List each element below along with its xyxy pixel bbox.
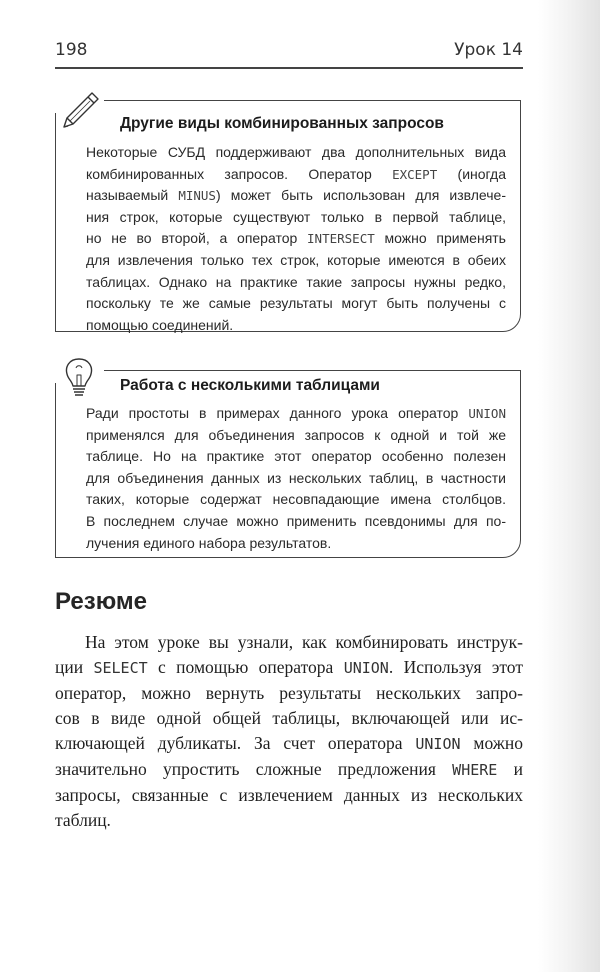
- text-run: помощью соединений.: [86, 316, 234, 333]
- chapter-label: Урок 14: [454, 40, 523, 60]
- text-run: можно: [460, 733, 523, 753]
- text-run: таблице. Но на практике этот оператор особенно полезен: [86, 448, 506, 465]
- text-line: [86, 293, 506, 315]
- text-run: ключающей дубликаты. За счет оператора: [55, 733, 416, 753]
- note-title: Работа с несколькими таблицами: [120, 377, 380, 394]
- text-line: [86, 228, 506, 250]
- text-line: [86, 446, 506, 468]
- text-line: [55, 655, 523, 681]
- text-line: [86, 185, 506, 207]
- text-run: можно применять: [374, 230, 506, 247]
- text-line: [86, 315, 506, 337]
- note-box-combined-queries: [55, 100, 521, 332]
- text-run: сов в виде одной общей таблицы, включающей или ис-: [55, 708, 523, 728]
- text-run: ния строк, которые существуют только в первой таблице,: [86, 208, 506, 225]
- text-line: [86, 511, 506, 533]
- text-run: таблиц.: [55, 810, 111, 830]
- text-line: [55, 706, 523, 731]
- text-run: запросы, связанные с извлечением данных из нескольких: [55, 785, 523, 805]
- page-edge-shadow: [538, 0, 600, 972]
- code-keyword: UNION: [468, 406, 506, 421]
- code-keyword: WHERE: [452, 761, 498, 779]
- text-line: [86, 142, 506, 164]
- text-run: На этом уроке вы узнали, как комбинировать инструк-: [85, 632, 523, 652]
- text-run: ции: [55, 657, 94, 677]
- text-line: [86, 425, 506, 447]
- code-keyword: EXCEPT: [392, 166, 438, 182]
- text-run: лучения единого набора результатов.: [86, 534, 332, 551]
- text-line: [55, 630, 523, 655]
- text-run: называемый: [86, 187, 179, 204]
- code-keyword: UNION: [343, 659, 389, 677]
- text-line: [55, 808, 523, 833]
- code-keyword: SELECT: [93, 659, 148, 677]
- text-run: оператор, можно вернуть результаты нескольких запро-: [55, 683, 523, 703]
- text-line: [86, 489, 506, 511]
- text-line: [55, 681, 523, 706]
- text-run: . Используя этот: [388, 657, 523, 677]
- text-run: (иногда: [437, 165, 506, 182]
- pencil-icon: [54, 85, 104, 135]
- text-run: применялся для объединения запросов к одной и той же: [86, 426, 506, 443]
- text-run: ) может быть использован для извлече-: [215, 187, 506, 204]
- text-run: значительно упростить сложные предложения: [55, 759, 453, 779]
- note-title: Другие виды комбинированных запросов: [120, 115, 444, 132]
- text-run: но не во второй, а оператор: [86, 230, 308, 247]
- text-run: таблицах. Однако на практике такие запросы нужны редко,: [86, 273, 506, 290]
- text-line: [86, 250, 506, 272]
- text-run: В последнем случае можно применить псевдонимы для по-: [86, 512, 506, 529]
- text-line: [86, 403, 506, 425]
- text-run: с помощью оператора: [147, 657, 344, 677]
- text-line: [86, 468, 506, 490]
- note-body: [86, 403, 506, 554]
- text-run: таких, которые содержат несовпадающие имена столбцов.: [86, 491, 506, 508]
- text-line: [86, 164, 506, 186]
- summary-paragraph: [55, 630, 523, 833]
- page-number: 198: [55, 40, 88, 60]
- text-line: [55, 783, 523, 808]
- code-keyword: INTERSECT: [307, 231, 375, 247]
- note-body: [86, 142, 506, 336]
- header-rule: [55, 67, 523, 69]
- text-line: [86, 272, 506, 294]
- section-heading: Резюме: [55, 588, 147, 615]
- code-keyword: UNION: [415, 735, 461, 753]
- text-line: [86, 207, 506, 229]
- code-keyword: MINUS: [178, 188, 216, 204]
- text-run: поскольку те же самые результаты могут быть получены с: [86, 295, 506, 312]
- text-line: [86, 533, 506, 555]
- text-run: Некоторые СУБД поддерживают два дополнительных вида: [86, 144, 506, 160]
- text-line: [55, 731, 523, 757]
- note-box-multiple-tables: [55, 370, 521, 558]
- text-run: для извлечения только тех строк, которые имеются в обеих: [86, 251, 506, 268]
- lightbulb-icon: [54, 355, 104, 405]
- running-header: [55, 40, 523, 60]
- text-line: [55, 757, 523, 783]
- text-run: и: [497, 759, 523, 779]
- text-run: комбинированных запросов. Оператор: [86, 165, 393, 182]
- text-run: Ради простоты в примерах данного урока оператор: [86, 405, 469, 421]
- text-run: для объединения данных из нескольких таблиц, в частности: [86, 469, 506, 486]
